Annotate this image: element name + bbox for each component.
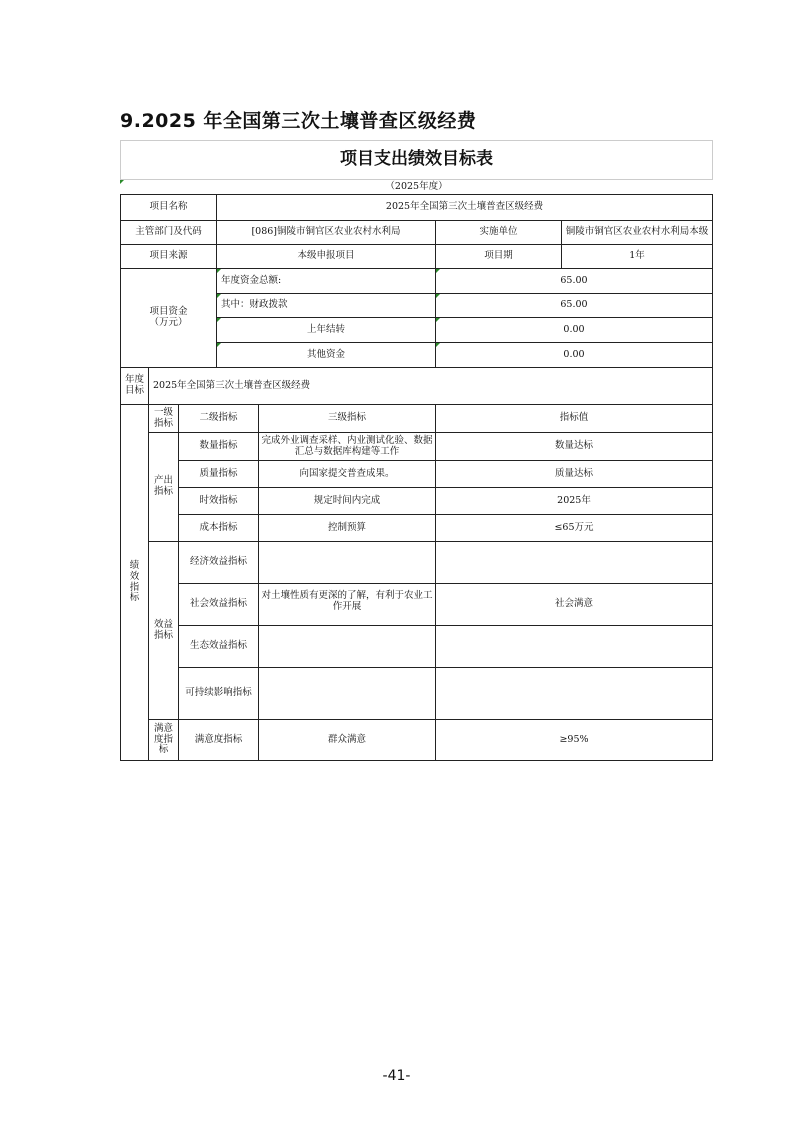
output-value: 2025年 — [435, 487, 713, 514]
page-number: -41- — [382, 1068, 411, 1084]
output-l3: 规定时间内完成 — [258, 487, 435, 514]
output-indicators-label — [148, 432, 178, 541]
perf-label-char: 标 — [129, 592, 140, 604]
annual-goal-value: 2025年全国第三次土壤普查区级经费 — [148, 367, 713, 404]
funds-label-line1: 项目资金 — [149, 306, 188, 318]
benefit-l2: 生态效益指标 — [178, 625, 258, 667]
level1-header — [148, 404, 178, 432]
benefit-indicators-label — [148, 541, 178, 719]
satisfaction-label-line: 度指 — [153, 733, 173, 745]
benefit-l3 — [258, 625, 435, 667]
output-l3: 向国家提交普查成果。 — [258, 460, 435, 487]
benefit-value: 社会满意 — [435, 583, 713, 625]
output-value: 质量达标 — [435, 460, 713, 487]
perf-label-char: 效 — [129, 570, 140, 582]
impl-unit-value: 铜陵市铜官区农业农村水利局本级 — [561, 220, 713, 244]
period-label: 项目期 — [435, 244, 561, 268]
project-name-value: 2025年全国第三次土壤普查区级经费 — [216, 194, 713, 220]
performance-target-table — [120, 140, 713, 761]
funds-row-label: 上年结转 — [216, 317, 435, 342]
output-l2: 成本指标 — [178, 514, 258, 541]
benefit-value — [435, 625, 713, 667]
satisfaction-indicators-label — [148, 719, 178, 761]
funds-row-label: 年度资金总额: — [216, 268, 435, 293]
benefit-l3 — [258, 667, 435, 719]
benefit-l2: 经济效益指标 — [178, 541, 258, 583]
benefit-l3: 对土壤性质有更深的了解，有利于农业工作开展 — [258, 583, 435, 625]
perf-label-char: 指 — [129, 581, 140, 593]
value-header: 指标值 — [435, 404, 713, 432]
satisfaction-value: ≥95% — [435, 719, 713, 761]
table-title: 项目支出绩效目标表 — [120, 140, 713, 180]
benefit-value — [435, 667, 713, 719]
funds-row-value: 0.00 — [435, 317, 713, 342]
output-label-line2: 指标 — [153, 486, 173, 497]
level3-header: 三级指标 — [258, 404, 435, 432]
level2-header: 二级指标 — [178, 404, 258, 432]
source-value: 本级申报项目 — [216, 244, 435, 268]
satisfaction-label-line: 标 — [158, 744, 169, 756]
funds-row-value: 0.00 — [435, 342, 713, 367]
project-name-label: 项目名称 — [120, 194, 216, 220]
annual-goal-label — [120, 367, 148, 404]
satisfaction-l3: 群众满意 — [258, 719, 435, 761]
output-label-line1: 产出 — [153, 475, 173, 487]
source-label: 项目来源 — [120, 244, 216, 268]
dept-label: 主管部门及代码 — [120, 220, 216, 244]
dept-value: [086]铜陵市铜官区农业农村水利局 — [216, 220, 435, 244]
benefit-l2: 社会效益指标 — [178, 583, 258, 625]
perf-label-char: 绩 — [129, 559, 140, 571]
benefit-label-line2: 指标 — [153, 629, 173, 641]
funds-label — [120, 268, 216, 367]
perf-indicators-label — [120, 404, 148, 761]
level1-header-line2: 指标 — [153, 417, 173, 429]
annual-goal-label-line1: 年度 — [124, 374, 144, 386]
output-l2: 数量指标 — [178, 432, 258, 460]
funds-row-value: 65.00 — [435, 268, 713, 293]
impl-unit-label: 实施单位 — [435, 220, 561, 244]
period-value: 1年 — [561, 244, 713, 268]
output-l3: 完成外业调查采样、内业测试化验、数据汇总与数据库构建等工作 — [258, 432, 435, 460]
funds-row-value: 65.00 — [435, 293, 713, 317]
output-value: 数量达标 — [435, 432, 713, 460]
output-l2: 质量指标 — [178, 460, 258, 487]
satisfaction-l2: 满意度指标 — [178, 719, 258, 761]
page-heading: 9.2025 年全国第三次土壤普查区级经费 — [120, 110, 477, 132]
satisfaction-label-line: 满意 — [153, 722, 173, 734]
benefit-label-line1: 效益 — [153, 618, 173, 630]
funds-row-label: 其他资金 — [216, 342, 435, 367]
output-l2: 时效指标 — [178, 487, 258, 514]
funds-row-label: 其中：财政拨款 — [216, 293, 435, 317]
annual-goal-label-line2: 目标 — [124, 385, 144, 396]
benefit-value — [435, 541, 713, 583]
output-l3: 控制预算 — [258, 514, 435, 541]
output-value: ≤65万元 — [435, 514, 713, 541]
table-year: （2025年度） — [120, 180, 713, 194]
benefit-l3 — [258, 541, 435, 583]
level1-header-line1: 一级 — [153, 406, 173, 418]
funds-label-line2: （万元） — [149, 317, 188, 328]
benefit-l2: 可持续影响指标 — [178, 667, 258, 719]
